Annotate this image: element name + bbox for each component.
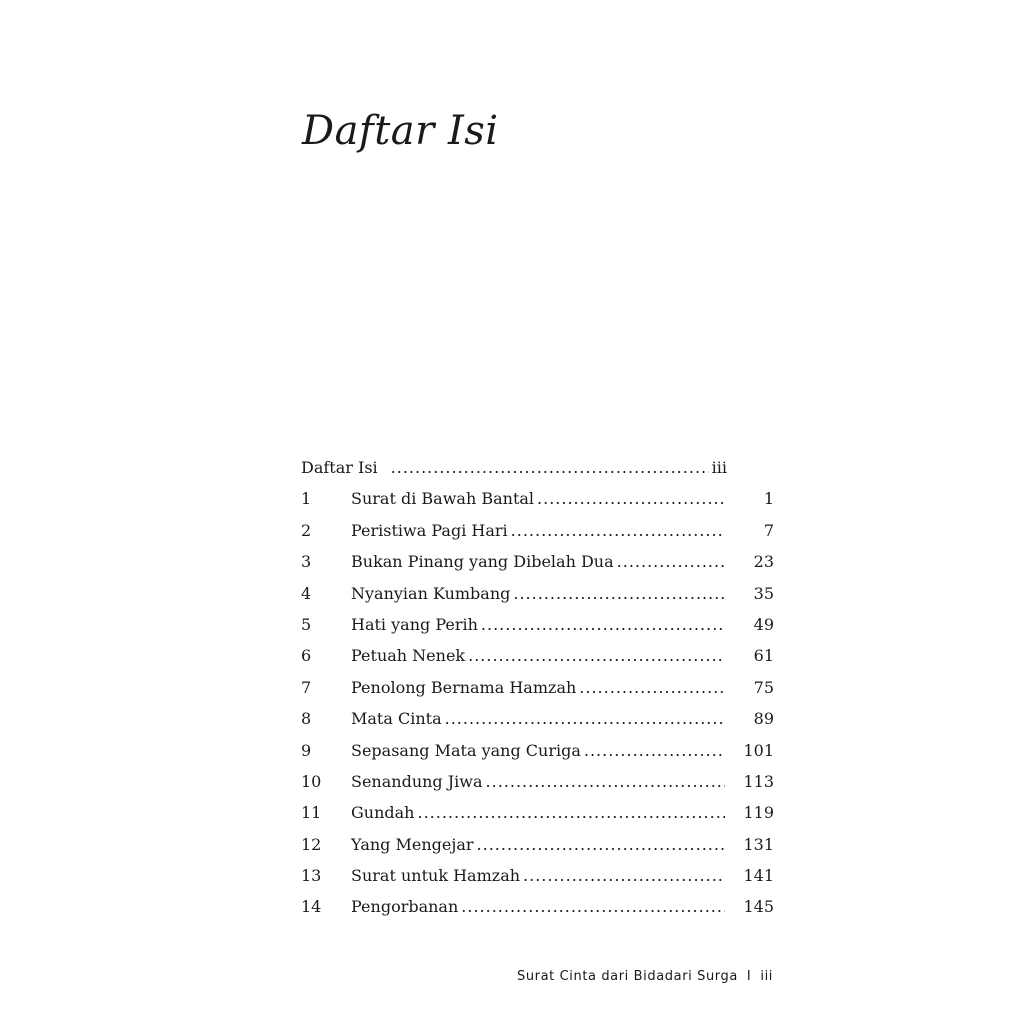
toc-entry-page: 7 [763, 520, 774, 540]
toc-entry-page: 23 [753, 552, 774, 572]
toc-entry-title: Penolong Bernama Hamzah [351, 677, 577, 697]
toc-entry-number: 1 [301, 489, 312, 509]
toc-entry-number: 3 [301, 552, 312, 572]
toc-entry-number: 12 [301, 834, 322, 854]
toc-entry-page: 61 [753, 646, 774, 666]
toc-row [301, 609, 774, 640]
toc-dot-leader [523, 860, 725, 891]
toc-dot-leader [445, 703, 725, 734]
toc-entry-page: 89 [753, 709, 774, 729]
toc-row [301, 483, 774, 514]
toc-entry-number: 4 [301, 583, 312, 603]
toc-dot-leader [513, 578, 725, 609]
toc-row [301, 860, 774, 891]
toc-entry-page: 1 [763, 489, 774, 509]
toc-dot-leader [617, 546, 725, 577]
toc-dot-leader [468, 640, 725, 671]
toc-entry-page: 49 [753, 614, 774, 634]
toc-row [301, 546, 774, 577]
toc-entry-title: Gundah [351, 803, 415, 823]
toc-row [301, 891, 774, 922]
toc-entry-number: 14 [301, 897, 322, 917]
toc-entry-number: 13 [301, 866, 322, 886]
toc-dot-leader [417, 797, 725, 828]
toc-entry-number: 6 [301, 646, 312, 666]
toc-entry-title: Pengorbanan [351, 897, 459, 917]
toc-entry-title: Petuah Nenek [351, 646, 466, 666]
toc-dot-leader [477, 829, 725, 860]
toc-row [301, 578, 774, 609]
toc-row [301, 829, 774, 860]
toc-entry-title: Sepasang Mata yang Curiga [351, 740, 581, 760]
toc-entry-page: 131 [743, 834, 774, 854]
toc-entry-title: Hati yang Perih [351, 614, 478, 634]
toc-entry-page: 119 [743, 803, 774, 823]
toc-entry-number: 8 [301, 709, 312, 729]
toc-chapter-list [301, 483, 774, 922]
toc-entry-page: iii [711, 458, 727, 477]
toc-row [301, 640, 774, 671]
toc-dot-leader [511, 515, 725, 546]
toc-entry-page: 101 [743, 740, 774, 760]
toc-entry-page: 113 [743, 771, 774, 791]
footer-page-number: iii [760, 969, 773, 984]
footer-book-title: Surat Cinta dari Bidadari Surga [516, 969, 738, 984]
footer-separator: I [746, 969, 752, 984]
toc-row [301, 797, 774, 828]
toc-dot-leader [584, 735, 725, 766]
toc-entry-page: 75 [753, 677, 774, 697]
toc-entry-page: 145 [743, 897, 774, 917]
toc-row-front [301, 452, 727, 483]
toc-dot-leader [579, 672, 725, 703]
toc-entry-number: 5 [301, 614, 312, 634]
toc-entry-title: Nyanyian Kumbang [351, 583, 511, 603]
toc-entry-title: Surat untuk Hamzah [351, 866, 521, 886]
toc-entry-number: 10 [301, 771, 322, 791]
toc-dot-leader [481, 609, 725, 640]
table-of-contents [301, 452, 774, 923]
toc-entry-title: Bukan Pinang yang Dibelah Dua [351, 552, 614, 572]
toc-entry-number: 9 [301, 740, 312, 760]
toc-entry-number: 7 [301, 677, 312, 697]
toc-entry-title: Mata Cinta [351, 709, 442, 729]
toc-row [301, 672, 774, 703]
toc-entry-title: Surat di Bawah Bantal [351, 489, 535, 509]
toc-dot-leader [461, 891, 725, 922]
page-title: Daftar Isi [302, 108, 499, 154]
toc-entry-number: 11 [301, 803, 322, 823]
toc-entry-page: 141 [743, 866, 774, 886]
running-footer [517, 969, 773, 984]
toc-entry-page: 35 [753, 583, 774, 603]
toc-entry-title: Yang Mengejar [351, 834, 474, 854]
toc-row [301, 703, 774, 734]
toc-dot-leader [391, 452, 709, 483]
toc-entry-title: Senandung Jiwa [351, 771, 483, 791]
toc-entry-number: 2 [301, 520, 312, 540]
toc-row [301, 735, 774, 766]
toc-entry-title: Peristiwa Pagi Hari [351, 520, 508, 540]
toc-row [301, 766, 774, 797]
toc-entry-title: Daftar Isi [301, 458, 378, 477]
toc-dot-leader [537, 483, 725, 514]
toc-row [301, 515, 774, 546]
toc-dot-leader [486, 766, 725, 797]
